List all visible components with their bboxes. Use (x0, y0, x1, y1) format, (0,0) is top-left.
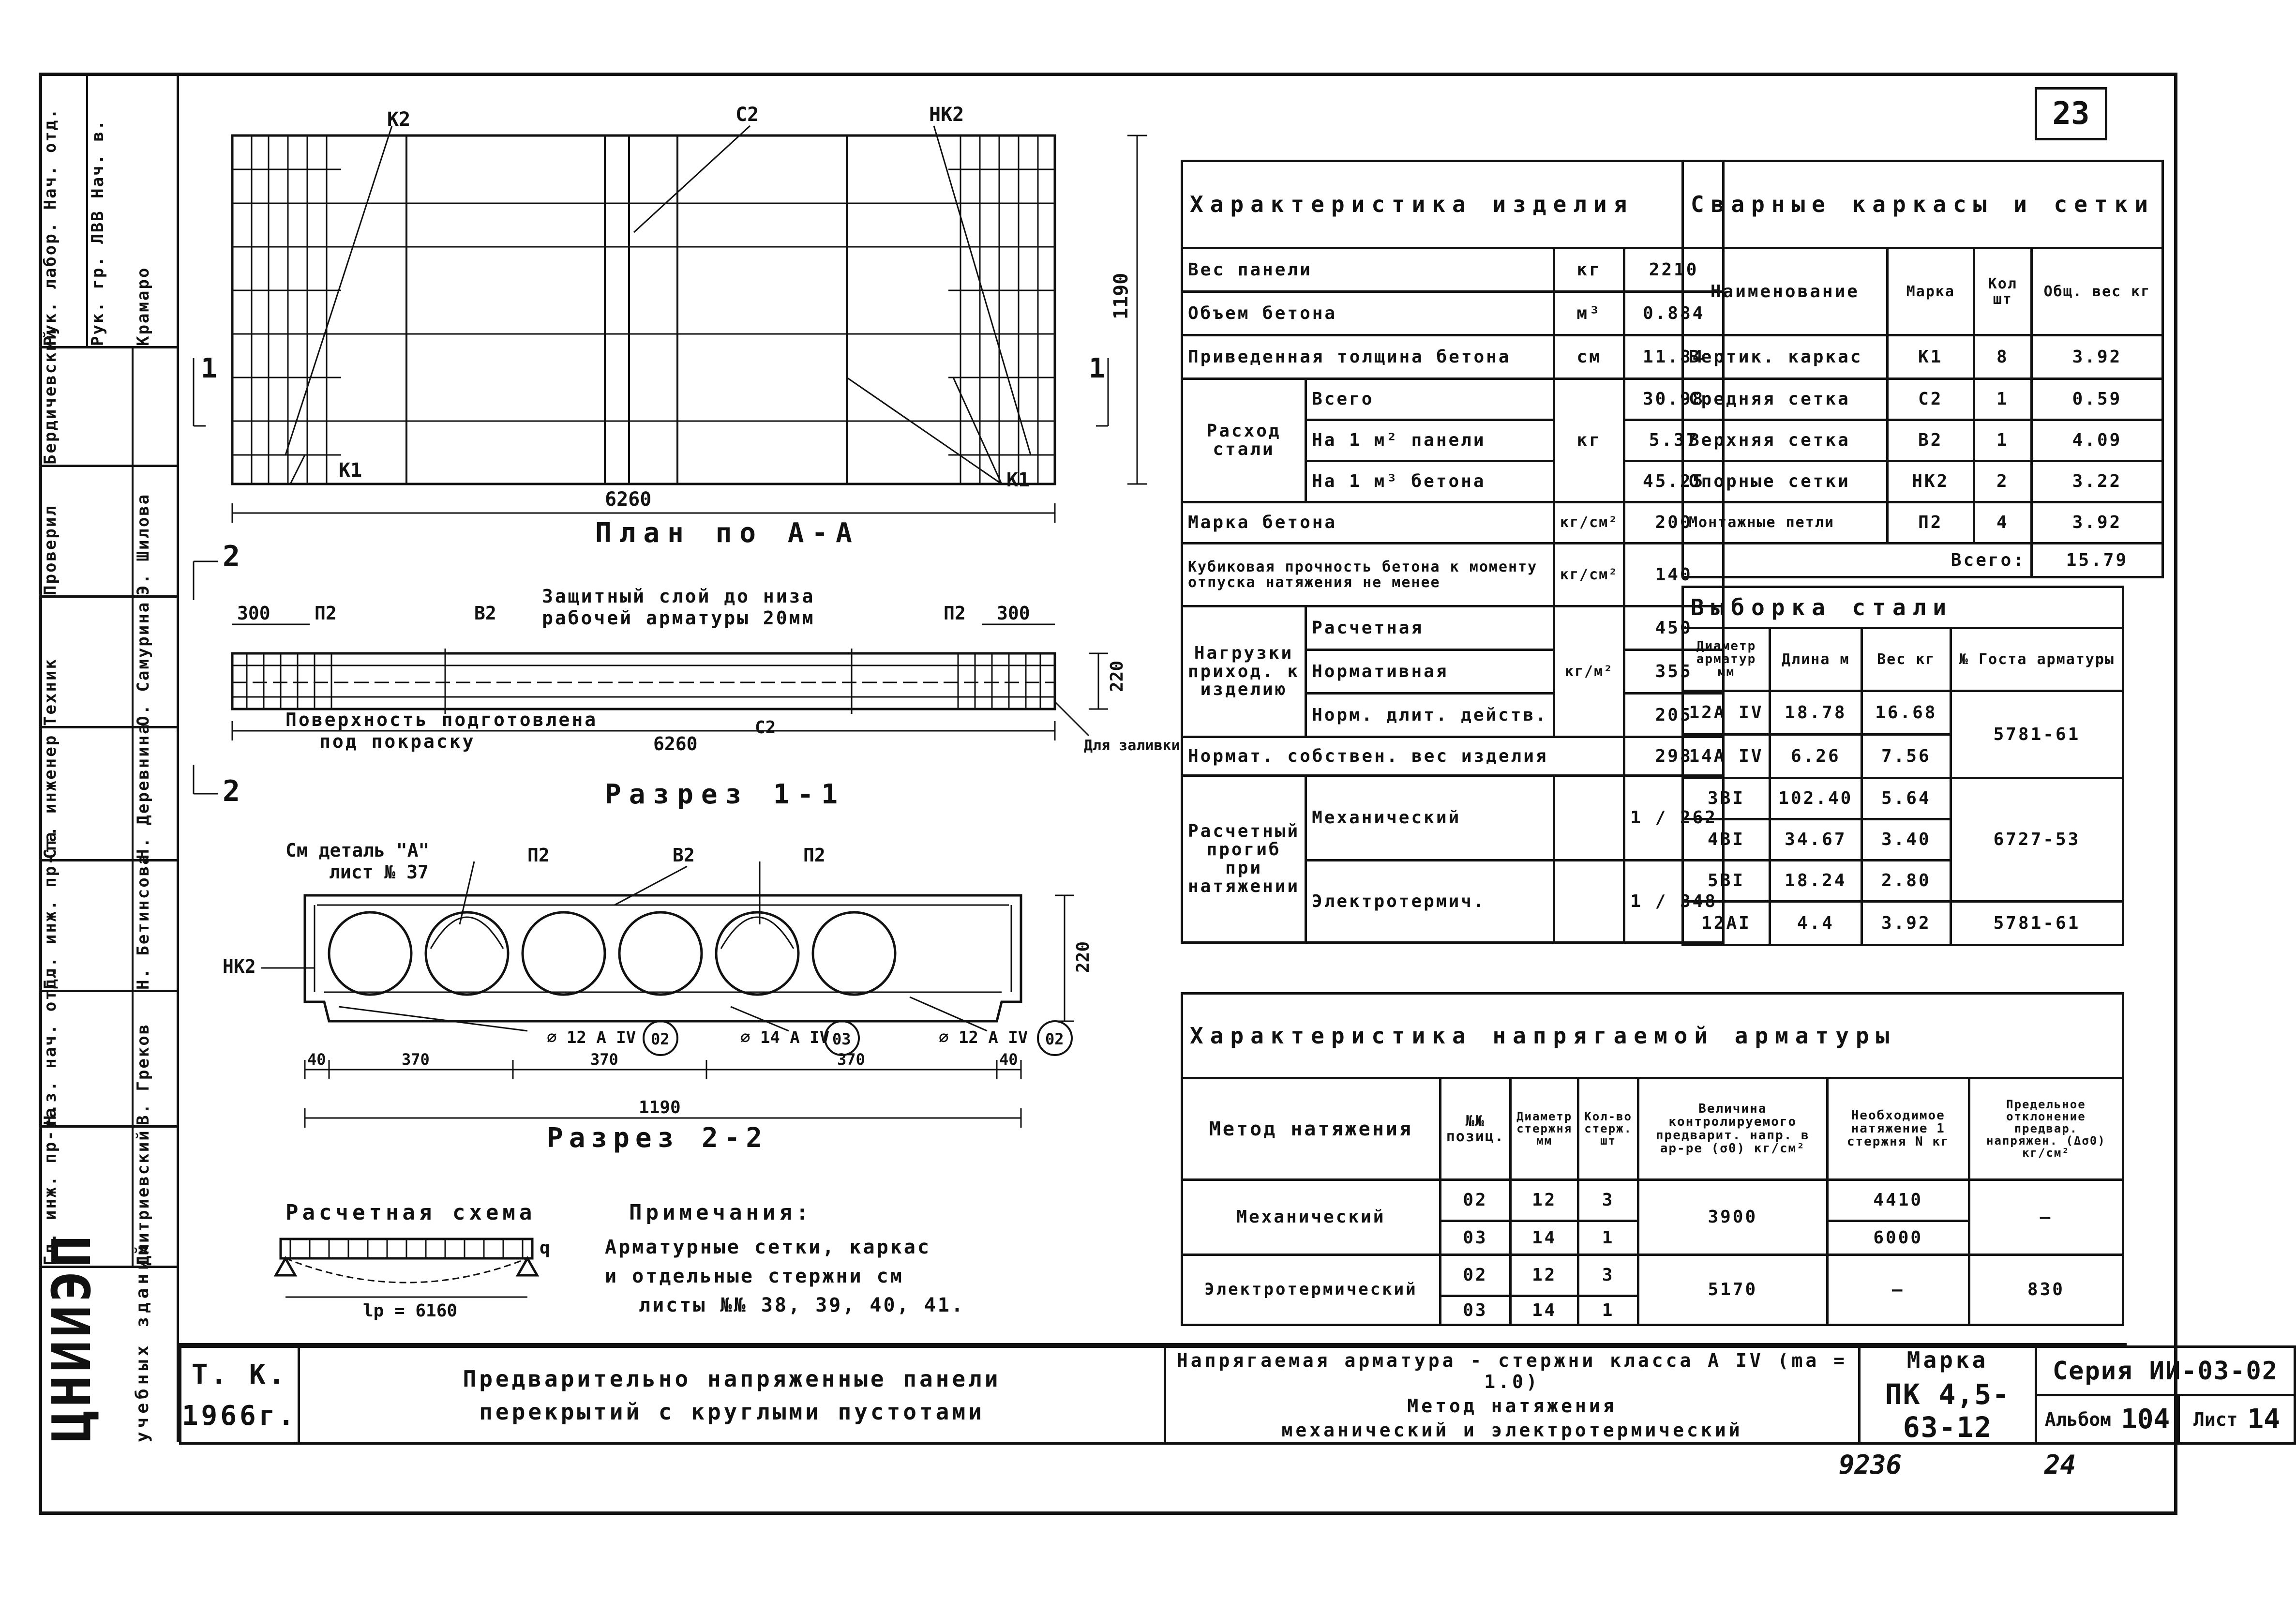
section22-voids (329, 912, 895, 995)
frames-total-label: Всего: (1683, 544, 2032, 577)
steel-gost: 5781-61 (1951, 902, 2123, 945)
char-row-name: Нагрузки приход. к изделию (1182, 606, 1306, 737)
section22-height: 220 (1073, 941, 1093, 973)
album-label: Альбом (2044, 1408, 2112, 1430)
steel-cell: 18.78 (1770, 691, 1861, 735)
frames-cell: 0.59 (2031, 379, 2162, 420)
section11-note-surface: Поверхность подготовлена (285, 709, 598, 730)
section22-bar1-pos: 02 (651, 1030, 670, 1048)
product-title-line1: Предварительно напряженные панели (463, 1365, 1001, 1392)
stamp-role: Гл. инж. пр-та (39, 1125, 86, 1266)
sheet-number-box (2035, 87, 2107, 140)
stamp-role: Техник (39, 595, 86, 726)
char-row-value: 140 (1624, 544, 1724, 606)
tension-cell: 3 (1578, 1255, 1638, 1296)
plan-label-k2: К2 (387, 108, 411, 131)
product-title-line2: перекрытий с круглыми пустотами (479, 1398, 985, 1425)
frames-cell: НК2 (1887, 461, 1974, 502)
method-title-cell (1164, 1345, 1861, 1445)
frames-cell: Вертик. каркас (1683, 335, 1888, 379)
tension-cell: 1 (1578, 1221, 1638, 1255)
method-title-line1: Напрягаемая арматура - стержни класса А IV (mа = 1.0) (1176, 1349, 1848, 1392)
section11-note-surface2: под покраску (319, 731, 476, 752)
section11-frames (232, 649, 1055, 714)
title-block (179, 1343, 2280, 1444)
org-subtitle: учебных зданий (133, 1241, 152, 1442)
char-row-value: 0.884 (1624, 292, 1724, 335)
char-row-unit: кг/м² (1554, 606, 1624, 737)
stamp-role: Рук. гр. ЛВВ Нач. в. (86, 73, 134, 346)
plan-length: 6260 (605, 488, 652, 511)
char-row-sub: Нормативная (1306, 650, 1554, 694)
footnote-right: 24 (2044, 1450, 2076, 1480)
section22-label-nk2: НК2 (223, 956, 256, 977)
char-row-name: Приведенная толщина бетона (1182, 335, 1554, 379)
scheme-deflection (285, 1258, 527, 1283)
frames-cell: 3.92 (2031, 502, 2162, 544)
tension-cell: 12 (1511, 1180, 1578, 1221)
stamp-name: Н. Бетинсова (134, 853, 153, 990)
tension-header: Величина контролируемого предварит. напр. в ар-ре (σ0) кг/см² (1638, 1078, 1827, 1180)
char-row-value: 1 / 348 (1624, 861, 1724, 943)
tension-cell: 5170 (1638, 1255, 1827, 1325)
section22-bar3: ⌀ 12 А IV (939, 1028, 1028, 1047)
char-row-sub: Расчетная (1306, 606, 1554, 650)
char-row-value: 2210 (1624, 248, 1724, 292)
product-title-cell (298, 1345, 1166, 1445)
steel-cell: 4ВI (1683, 819, 1770, 861)
plan-label-k1-left: К1 (339, 459, 362, 482)
frames-cell: 3.22 (2031, 461, 2162, 502)
char-table (1181, 160, 1725, 944)
section11-length: 6260 (653, 733, 698, 755)
steel-header: Вес кг (1861, 628, 1951, 691)
tension-header: Кол-во стерж. шт (1578, 1078, 1638, 1180)
plan-label-nk2: НК2 (929, 104, 964, 126)
char-row-value: 45.25 (1624, 461, 1724, 502)
marka-cell (1858, 1345, 2037, 1445)
frames-table (1681, 160, 2164, 578)
section11-mark-top: 2 (223, 540, 240, 574)
notes-title: Примечания: (629, 1200, 813, 1225)
char-row-sub: На 1 м² панели (1306, 420, 1554, 461)
char-row-value: 11.84 (1624, 335, 1724, 379)
char-row-sub: Механический (1306, 776, 1554, 861)
frames-header: Марка (1887, 248, 1974, 335)
notes-line1: Арматурные сетки, каркас (605, 1236, 931, 1258)
section22-bar3-pos: 02 (1045, 1030, 1064, 1048)
section11-label-p2-right: П2 (944, 603, 966, 624)
steel-cell: 3.40 (1861, 819, 1951, 861)
section22-label-p2-right: П2 (803, 845, 825, 866)
char-row-name: Расход стали (1182, 379, 1306, 502)
method-title-line2: Метод натяжения (1407, 1395, 1617, 1417)
char-row-value: 298 (1624, 737, 1724, 776)
plan-section-mark-left: 1 (201, 353, 217, 384)
char-row-value: 30.98 (1624, 379, 1724, 420)
tension-cell: 3900 (1638, 1180, 1827, 1255)
char-row-sub: На 1 м³ бетона (1306, 461, 1554, 502)
section11-outline (232, 653, 1055, 709)
steel-cell: 12АI (1683, 902, 1770, 945)
tk-cell (179, 1345, 300, 1445)
steel-cell: 2.80 (1861, 861, 1951, 902)
steel-gost: 6727-53 (1951, 778, 2123, 902)
char-row-sub: Электротермич. (1306, 861, 1554, 943)
char-row-unit: кг (1554, 248, 1624, 292)
steel-cell: 5ВI (1683, 861, 1770, 902)
stamp-name: Дмитриевский (134, 1129, 153, 1266)
tension-cell: 12 (1511, 1255, 1578, 1296)
tension-header: Диаметр стержня мм (1511, 1078, 1578, 1180)
list-value: 14 (2247, 1404, 2280, 1435)
section11-label-v2: В2 (474, 603, 496, 624)
stamp-name: Бердичевский (39, 346, 86, 465)
steel-cell: 12А IV (1683, 691, 1770, 735)
frames-header: Наименование (1683, 248, 1888, 335)
section11-label-c2: С2 (755, 718, 776, 738)
frames-cell: С2 (1887, 379, 1974, 420)
steel-cell: 34.67 (1770, 819, 1861, 861)
album-value: 104 (2121, 1404, 2170, 1435)
section11-dim300-left: 300 (237, 603, 270, 624)
tension-cell: 02 (1440, 1255, 1510, 1296)
char-row-name: Объем бетона (1182, 292, 1554, 335)
frames-cell: 8 (1974, 335, 2031, 379)
char-row-value: 200 (1624, 502, 1724, 544)
section22-outline (305, 895, 1021, 1021)
stamp-role: Рук. лабор. Нач. отд. (39, 73, 86, 346)
plan-width: 1190 (1110, 272, 1132, 319)
plan-mesh-right (948, 136, 1055, 484)
steel-cell: 3ВI (1683, 778, 1770, 819)
frames-cell: 1 (1974, 420, 2031, 461)
scheme-span: lp = 6160 (363, 1301, 458, 1321)
stamp-role: Ст. инженер (39, 726, 86, 859)
tension-cell: 830 (1969, 1255, 2123, 1325)
char-row-name: Нормат. собствен. вес изделия (1182, 737, 1624, 776)
series-cell (2035, 1345, 2296, 1396)
tension-cell: — (1969, 1180, 2123, 1255)
tension-cell: 6000 (1827, 1221, 1969, 1255)
section11-mark-bottom: 2 (223, 774, 240, 808)
steel-cell: 18.24 (1770, 861, 1861, 902)
notes-line3: листы №№ 38, 39, 40, 41. (639, 1294, 965, 1316)
char-row-name: Вес панели (1182, 248, 1554, 292)
stamp-row-3 (39, 465, 179, 598)
steel-header: Диаметр арматур мм (1683, 628, 1770, 691)
section22-total-width: 1190 (639, 1098, 681, 1118)
plan-label-k1-right: К1 (1006, 469, 1030, 491)
tension-header: №№ позиц. (1440, 1078, 1510, 1180)
tension-cell: 02 (1440, 1180, 1510, 1221)
char-row-unit: м³ (1554, 292, 1624, 335)
scheme-support-right (518, 1258, 537, 1275)
stamp-name: В. Греков (134, 1023, 153, 1125)
frames-cell: 2 (1974, 461, 2031, 502)
section22-dim-40-left: 40 (307, 1050, 326, 1069)
stamp-org-block (39, 1232, 179, 1442)
plan-label-c2: С2 (735, 104, 759, 126)
char-table-title: Характеристика изделия (1182, 161, 1724, 248)
left-stamp (39, 73, 179, 1442)
char-row-value: 450 (1624, 606, 1724, 650)
plan-mesh-left (232, 136, 341, 484)
stamp-name: О. Самурина (134, 601, 153, 726)
char-row-sub: Всего (1306, 379, 1554, 420)
char-row-unit: см (1554, 335, 1624, 379)
section22-bar2: ⌀ 14 А IV (740, 1028, 830, 1047)
plan-middle-mesh (406, 136, 847, 484)
section22-dim-370-2: 370 (590, 1050, 618, 1069)
frames-cell: Средняя сетка (1683, 379, 1888, 420)
tension-method: Механический (1182, 1180, 1441, 1255)
tension-header: Предельное отклонение предвар. напряжен. (Δσ0) кг/см² (1969, 1078, 2123, 1180)
album-cell (2035, 1394, 2180, 1445)
tension-cell: 4410 (1827, 1180, 1969, 1221)
char-row-name: Кубиковая прочность бетона к моменту отпуска натяжения не менее (1182, 544, 1554, 606)
sheet-number: 23 (2052, 96, 2090, 132)
series-value: Серия ИИ-03-02 (2052, 1356, 2279, 1386)
frames-table-title: Сварные каркасы и сетки (1683, 161, 2163, 248)
frames-cell: Монтажные петли (1683, 502, 1888, 544)
steel-cell: 16.68 (1861, 691, 1951, 735)
tk-label: Т. К. (191, 1359, 288, 1390)
tension-method: Электротермический (1182, 1255, 1441, 1325)
section22-label-v2: В2 (673, 845, 695, 866)
char-row-value: 205 (1624, 694, 1724, 737)
frames-cell: Опорные сетки (1683, 461, 1888, 502)
plan-outline (232, 136, 1055, 484)
steel-cell: 7.56 (1861, 735, 1951, 778)
marka-label: Марка (1906, 1346, 1989, 1373)
steel-header: № Госта арматуры (1951, 628, 2123, 691)
char-row-unit: кг/см² (1554, 502, 1624, 544)
stamp-name: Н. Деревнина (134, 723, 153, 859)
section11-height: 220 (1107, 660, 1127, 692)
stamp-name: Крамаро (134, 266, 153, 346)
steel-cell: 4.4 (1770, 902, 1861, 945)
stamp-row-4 (39, 595, 179, 728)
method-title-line3: механический и электротермический (1281, 1419, 1743, 1441)
tension-header: Метод натяжения (1182, 1078, 1441, 1180)
section11-dim300-right: 300 (997, 603, 1030, 624)
steel-cell: 6.26 (1770, 735, 1861, 778)
char-row-name: Марка бетона (1182, 502, 1554, 544)
stamp-row-2 (39, 328, 179, 467)
section11-label-p2-left: П2 (315, 603, 337, 624)
char-row-value: 1 / 262 (1624, 776, 1724, 861)
section22-label-p2-left: П2 (527, 845, 550, 866)
frames-cell: 4.09 (2031, 420, 2162, 461)
scheme-load (290, 1239, 523, 1258)
frames-cell: 1 (1974, 379, 2031, 420)
section22-bar2-pos: 03 (832, 1030, 851, 1048)
section11-title: Разрез 1-1 (605, 779, 846, 810)
org-name: ЦНИИЭП (39, 1266, 133, 1442)
section11-note-cover2: рабочей арматуры 20мм (542, 607, 815, 629)
char-row-unit: кг/см² (1554, 544, 1624, 606)
tension-table-title: Характеристика напрягаемой арматуры (1182, 994, 2123, 1078)
tension-header: Необходимое натяжение 1 стержня N кг (1827, 1078, 1969, 1180)
steel-cell: 14А IV (1683, 735, 1770, 778)
list-cell (2177, 1394, 2296, 1445)
scheme-title: Расчетная схема (285, 1200, 536, 1225)
stamp-role: Н.з. нач. отд. (39, 990, 86, 1125)
section22-title: Разрез 2-2 (547, 1122, 768, 1154)
frames-header: Кол шт (1974, 248, 2031, 335)
frames-cell: В2 (1887, 420, 1974, 461)
char-row-name: Расчетный прогиб при натяжении (1182, 776, 1306, 943)
section11-note-cover: Защитный слой до низа (542, 586, 815, 607)
stamp-name: Э. Шилова (134, 493, 153, 595)
tension-cell: 03 (1440, 1296, 1510, 1325)
footnote-left: 9236 (1839, 1450, 1902, 1480)
frames-cell: 4 (1974, 502, 2031, 544)
frames-cell: П2 (1887, 502, 1974, 544)
stamp-row-1 (39, 73, 179, 348)
steel-cell: 102.40 (1770, 778, 1861, 819)
frames-total-value: 15.79 (2031, 544, 2162, 577)
tension-cell: 1 (1578, 1296, 1638, 1325)
steel-table-title: Выборка стали (1683, 587, 2123, 628)
stamp-role: Гл. инж. пр-та (39, 859, 86, 990)
char-row-value: 355 (1624, 650, 1724, 694)
tension-table (1181, 992, 2124, 1326)
tension-cell: 03 (1440, 1221, 1510, 1255)
frames-cell: 3.92 (2031, 335, 2162, 379)
steel-gost: 5781-61 (1951, 691, 2123, 778)
list-label: Лист (2193, 1408, 2238, 1430)
steel-header: Длина м (1770, 628, 1861, 691)
tension-cell: — (1827, 1255, 1969, 1325)
plan-section-mark-right: 1 (1089, 353, 1105, 384)
section22-bar1: ⌀ 12 А IV (547, 1028, 636, 1047)
section11-side-note: Для заливки (1084, 737, 1180, 754)
drawings-area (179, 87, 1180, 1341)
frames-header: Общ. вес кг (2031, 248, 2162, 335)
notes-line2: и отдельные стержни см (605, 1265, 904, 1287)
frames-cell: К1 (1887, 335, 1974, 379)
steel-table (1681, 586, 2124, 946)
tension-cell: 14 (1511, 1221, 1578, 1255)
section22-dim-370-3: 370 (837, 1050, 865, 1069)
marka-value: ПК 4,5-63-12 (1885, 1377, 2011, 1444)
char-row-unit: кг (1554, 379, 1624, 502)
frames-cell: Верхняя сетка (1683, 420, 1888, 461)
section22-detail-ref2: лист № 37 (329, 861, 429, 883)
scheme-load-label: q (540, 1238, 550, 1258)
scheme-support-left (276, 1258, 295, 1275)
char-row-sub: Норм. длит. действ. (1306, 694, 1554, 737)
section22-detail-ref: См деталь "А" (285, 840, 430, 861)
steel-cell: 3.92 (1861, 902, 1951, 945)
char-row-value: 5.37 (1624, 420, 1724, 461)
tension-cell: 14 (1511, 1296, 1578, 1325)
section22-dim-370-1: 370 (402, 1050, 430, 1069)
plan-title: План по А-А (595, 517, 860, 549)
stamp-role: Проверил (39, 465, 86, 595)
steel-cell: 5.64 (1861, 778, 1951, 819)
tension-cell: 3 (1578, 1180, 1638, 1221)
year-label: 1966г. (181, 1400, 298, 1432)
section22-dim-40-right: 40 (999, 1050, 1018, 1069)
